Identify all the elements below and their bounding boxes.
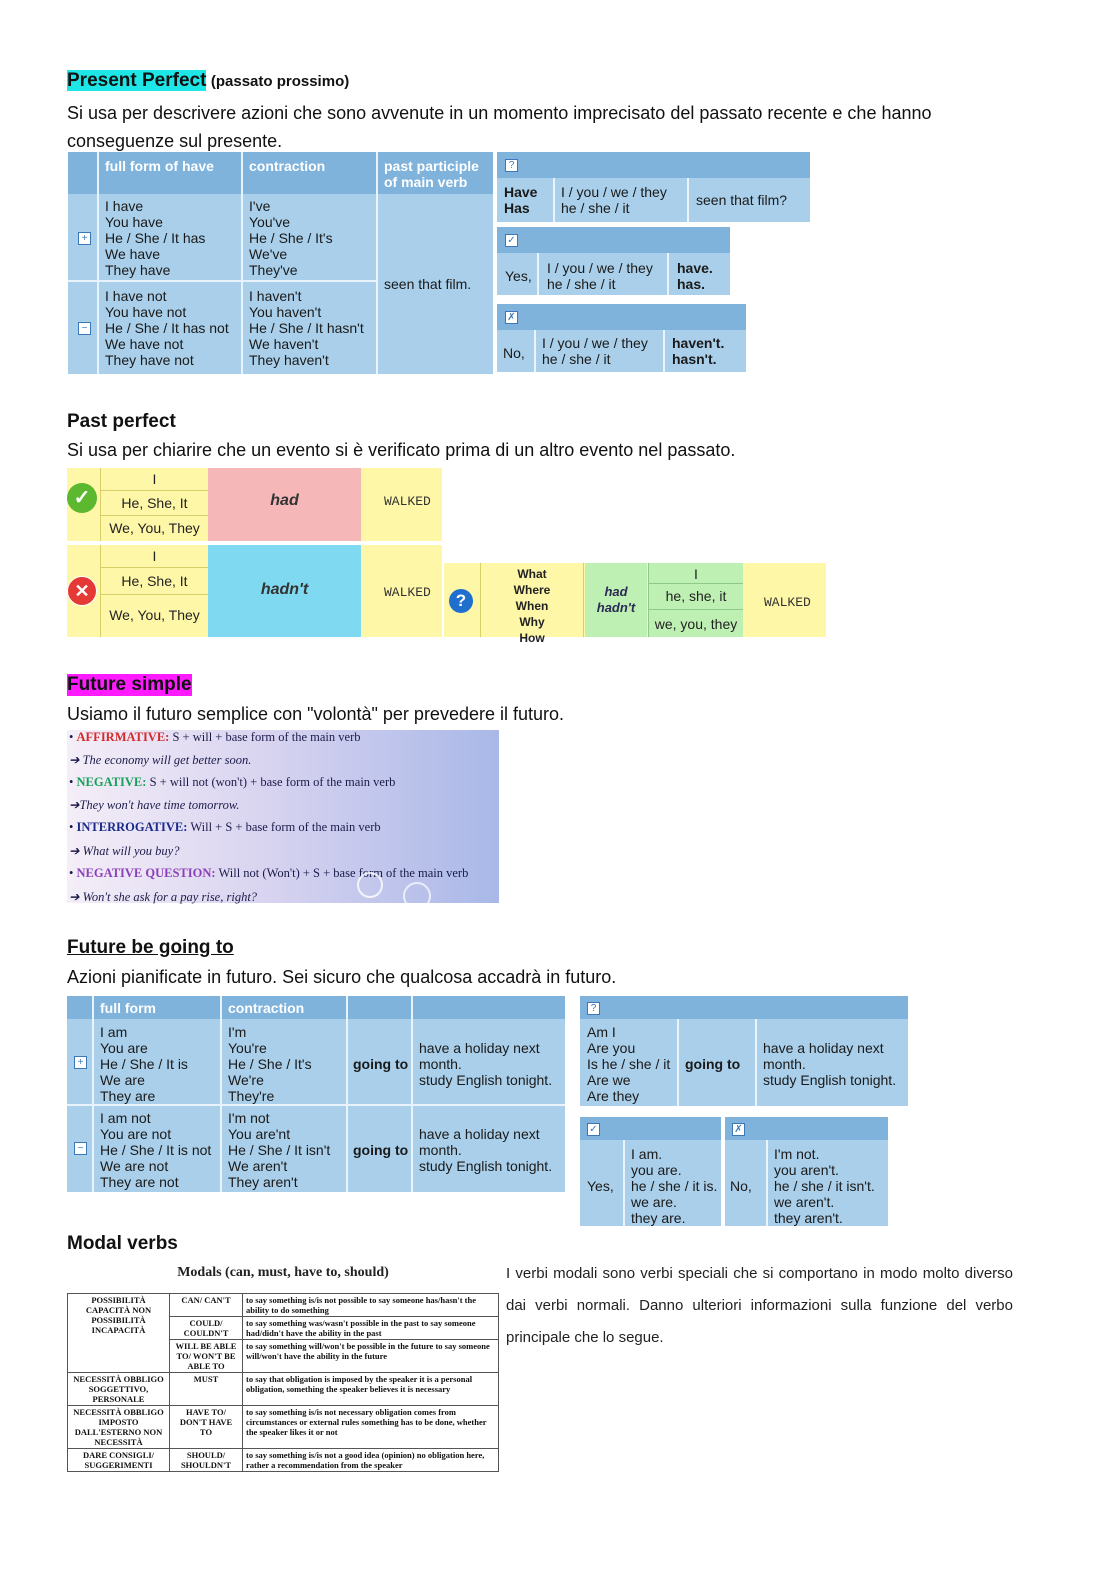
fs-neg-question: • NEGATIVE QUESTION: Will not (Won't) + S + base form of the main verb xyxy=(69,866,469,880)
list-item: Are they xyxy=(587,1088,640,1104)
had-label: had xyxy=(270,492,299,509)
subject-we-you-they: we, you, they xyxy=(654,616,738,632)
rest-line: study English tonight. xyxy=(419,1072,553,1088)
header-full-form: full form xyxy=(100,1000,156,1016)
walked-label: WALKED xyxy=(384,585,431,600)
list-item: we aren't. xyxy=(774,1194,835,1210)
modal-verb: SHOULD/ SHOULDN'T xyxy=(170,1449,243,1472)
list-item: We haven't xyxy=(249,336,319,352)
no-label: No, xyxy=(503,345,525,361)
fs-negative: • NEGATIVE: S + will not (won't) + base form of the main verb xyxy=(69,775,396,789)
list-item: haven't. xyxy=(672,335,725,351)
aux-have: Have xyxy=(504,184,538,200)
list-item: He / She / It's xyxy=(249,230,333,246)
going-to-title: Future be going to xyxy=(67,937,234,958)
walked-label: WALKED xyxy=(764,595,811,610)
header-contraction: contraction xyxy=(228,1000,305,1016)
modal-table-title: Modals (can, must, have to, should) xyxy=(177,1265,389,1280)
q-word: Why xyxy=(519,615,545,629)
list-item: You have not xyxy=(105,304,187,320)
list-item: We have not xyxy=(105,336,184,352)
rest-line: month. xyxy=(763,1056,806,1072)
list-item: they are. xyxy=(631,1210,686,1226)
future-simple-description: Usiamo il futuro semplice con "volontà" per prevedere il futuro. xyxy=(67,704,565,724)
list-item: He / She / It's xyxy=(228,1056,312,1072)
modal-category: POSSIBILITÀ CAPACITÀ NON POSSIBILITÀ INCAPACITÀ xyxy=(68,1294,170,1373)
list-item: He / She / It has not xyxy=(105,320,229,336)
list-item: I've xyxy=(249,198,271,214)
list-item: You are'nt xyxy=(228,1126,291,1142)
list-item: Are you xyxy=(587,1040,636,1056)
list-item: We're xyxy=(228,1072,264,1088)
list-item: He / She / It hasn't xyxy=(249,320,364,336)
modal-verbs-title: Modal verbs xyxy=(67,1233,178,1254)
going-to-label: going to xyxy=(685,1056,741,1072)
fs-affirmative: • AFFIRMATIVE: S + will + base form of the main verb xyxy=(69,730,361,744)
list-item: You've xyxy=(249,214,291,230)
subject-i: I xyxy=(649,563,743,584)
x-circle-icon: ✕ xyxy=(67,576,97,606)
modal-category: NECESSITÀ OBBLIGO IMPOSTO DALL'ESTERNO NON NECESSITÀ xyxy=(68,1406,170,1449)
fs-negative-example: ➔They won't have time tomorrow. xyxy=(69,798,240,812)
fs-interrogative: • INTERROGATIVE: Will + S + base form of the main verb xyxy=(69,820,381,834)
aux-has: Has xyxy=(504,200,530,216)
fs-neg-question-example: ➔ Won't she ask for a pay rise, right? xyxy=(69,890,258,904)
modal-verb: CAN/ CAN'T xyxy=(170,1294,243,1317)
question-circle-icon: ? xyxy=(449,589,473,613)
bubble-decoration xyxy=(357,872,383,898)
list-item: He / She / It has xyxy=(105,230,206,246)
list-item: I have xyxy=(105,198,144,214)
q-word: How xyxy=(519,631,545,645)
going-to-label: going to xyxy=(353,1142,409,1158)
neg-contr-list xyxy=(249,288,364,368)
list-item: they aren't. xyxy=(774,1210,843,1226)
modal-verb: COULD/ COULDN'T xyxy=(170,1317,243,1340)
list-item: He / She / It is not xyxy=(100,1142,212,1158)
list-item: Are we xyxy=(587,1072,631,1088)
modal-table xyxy=(67,1293,499,1472)
rest-line: study English tonight. xyxy=(763,1072,897,1088)
bubble-decoration xyxy=(403,882,431,910)
past-perfect-title: Past perfect xyxy=(67,411,176,432)
plus-icon: + xyxy=(78,232,91,245)
list-item: Am I xyxy=(587,1024,616,1040)
fs-interrogative-example: ➔ What will you buy? xyxy=(69,844,180,858)
going-to-table xyxy=(67,996,565,1192)
past-perfect-question xyxy=(444,563,826,645)
going-to-label: going to xyxy=(353,1056,409,1072)
modal-description: I verbi modali sono verbi speciali che si comportano in modo molto diverso dai verbi normali. Danno ulteriori informazioni sulla funzione del verbo principale che lo segue. xyxy=(506,1265,1013,1346)
list-item: They have xyxy=(105,262,171,278)
list-item: he / she / it xyxy=(542,351,611,367)
list-item: He / She / It isn't xyxy=(228,1142,331,1158)
list-item: Is he / she / it xyxy=(587,1056,671,1072)
modal-verb: MUST xyxy=(170,1373,243,1406)
list-item: you aren't. xyxy=(774,1162,839,1178)
list-item: I have not xyxy=(105,288,167,304)
fs-affirmative-example: ➔ The economy will get better soon. xyxy=(69,753,252,767)
modal-verb: HAVE TO/ DON'T HAVE TO xyxy=(170,1406,243,1449)
list-item: They aren't xyxy=(228,1174,298,1190)
modal-usage: to say something is/is not necessary obligation comes from circumstances or external rules something has to be done, whether the speaker likes it or not xyxy=(243,1406,499,1449)
list-item: You are xyxy=(100,1040,148,1056)
pos-contr-list xyxy=(249,198,333,278)
list-item: You're xyxy=(228,1040,267,1056)
list-item: You have xyxy=(105,214,163,230)
q-word: What xyxy=(517,567,547,581)
list-item: I / you / we / they xyxy=(561,184,667,200)
table-row xyxy=(68,1449,499,1472)
rest-line: month. xyxy=(419,1056,462,1072)
rest-line: study English tonight. xyxy=(419,1158,553,1174)
future-simple-box xyxy=(67,730,499,903)
list-item: has. xyxy=(677,276,706,292)
modal-category: NECESSITÀ OBBLIGO SOGGETTIVO, PERSONALE xyxy=(68,1373,170,1406)
neg-full-list xyxy=(105,288,229,368)
walked-label: WALKED xyxy=(384,494,431,509)
past-perfect-negative xyxy=(67,545,442,637)
no-label: No, xyxy=(730,1178,752,1194)
yes-label: Yes, xyxy=(505,268,532,284)
table-row xyxy=(68,1406,499,1449)
list-item: They're xyxy=(228,1088,275,1104)
list-item: We've xyxy=(249,246,288,262)
list-item: They haven't xyxy=(249,352,329,368)
rest-line: month. xyxy=(419,1142,462,1158)
list-item: you are. xyxy=(631,1162,682,1178)
neg-question-label: NEGATIVE QUESTION: xyxy=(76,866,216,880)
question-icon: ? xyxy=(587,1002,600,1015)
subject-he-she-it: he, she, it xyxy=(649,584,743,610)
pos-full-list xyxy=(105,198,205,278)
modal-usage: to say something was/wasn't possible in the past to say someone had/didn't have the ability in the past xyxy=(243,1317,499,1340)
list-item: have. xyxy=(677,260,713,276)
cross-icon: ✗ xyxy=(732,1123,745,1136)
pp-yes-table xyxy=(497,227,730,295)
list-item: he / she / it xyxy=(547,276,616,292)
minus-icon: − xyxy=(78,322,91,335)
list-item: I / you / we / they xyxy=(542,335,648,351)
header-full-form: full form of have xyxy=(105,158,214,174)
modal-usage: to say something is/is not a good idea (opinion) no obligation here, rather a recommendation from the speaker xyxy=(243,1449,499,1472)
subject-we-you-they: We, You, They xyxy=(109,520,200,536)
plus-icon: + xyxy=(74,1056,87,1069)
list-item: They have not xyxy=(105,352,194,368)
header-past-participle: past participle of main verb xyxy=(384,158,479,190)
interrogative-label: INTERROGATIVE: xyxy=(76,820,188,834)
list-item: We aren't xyxy=(228,1158,288,1174)
check-icon: ✓ xyxy=(587,1123,600,1136)
table-row xyxy=(68,1294,499,1317)
list-item: You haven't xyxy=(249,304,322,320)
yes-label: Yes, xyxy=(587,1178,614,1194)
list-item: hasn't. xyxy=(672,351,717,367)
modal-usage: to say something will/won't be possible in the future to say someone will/won't have the ability in the future xyxy=(243,1340,499,1373)
going-to-yes-table xyxy=(580,1117,721,1226)
check-icon: ✓ xyxy=(505,234,518,247)
table-row xyxy=(68,1373,499,1406)
past-perfect-description: Si usa per chiarire che un evento si è verificato prima di un altro evento nel passato. xyxy=(67,440,736,460)
list-item: I'm not xyxy=(228,1110,270,1126)
list-item: he / she / it isn't. xyxy=(774,1178,875,1194)
q-word: Where xyxy=(513,583,551,597)
present-perfect-heading xyxy=(67,70,349,92)
affirmative-label: AFFIRMATIVE: xyxy=(76,730,170,744)
q-aux-had: had xyxy=(604,584,628,599)
subject-he-she-it: He, She, It xyxy=(101,568,208,595)
list-item: They are xyxy=(100,1088,156,1104)
header-contraction: contraction xyxy=(249,158,326,174)
pp-question-table xyxy=(497,152,810,222)
question-icon: ? xyxy=(505,159,518,172)
modal-usage: to say that obligation is imposed by the speaker it is a personal obligation, something the speaker believes it is necessary xyxy=(243,1373,499,1406)
subject-i: I xyxy=(101,468,208,491)
pp-no-table xyxy=(497,304,746,372)
check-circle-icon: ✓ xyxy=(67,483,97,513)
future-simple-title: Future simple xyxy=(67,674,192,695)
going-to-description: Azioni pianificate in futuro. Sei sicuro che qualcosa accadrà in futuro. xyxy=(67,967,617,987)
rest-line: have a holiday next xyxy=(419,1040,540,1056)
cross-icon: ✗ xyxy=(505,311,518,324)
present-perfect-subtitle: (passato prossimo) xyxy=(210,73,350,90)
list-item: I am. xyxy=(631,1146,663,1162)
q-word: When xyxy=(515,599,549,613)
list-item: I'm xyxy=(228,1024,247,1040)
subject-i: I xyxy=(101,545,208,568)
negative-label: NEGATIVE: xyxy=(76,775,147,789)
subject-he-she-it: He, She, It xyxy=(101,491,208,516)
list-item: We have xyxy=(105,246,160,262)
list-item: he / she / it is. xyxy=(631,1178,718,1194)
q-rest: seen that film? xyxy=(696,192,788,208)
present-perfect-description: Si usa per descrivere azioni che sono avvenute in un momento imprecisato del passato recente e che hanno conseguenze sul presente. xyxy=(67,103,932,151)
modal-category: DARE CONSIGLI/ SUGGERIMENTI xyxy=(68,1449,170,1472)
list-item: we are. xyxy=(631,1194,677,1210)
rest-line: have a holiday next xyxy=(763,1040,884,1056)
list-item: I'm not. xyxy=(774,1146,820,1162)
list-item: They are not xyxy=(100,1174,179,1190)
hadnt-label: hadn't xyxy=(260,581,309,598)
modal-verb: WILL BE ABLE TO/ WON'T BE ABLE TO xyxy=(170,1340,243,1373)
list-item: he / she / it xyxy=(561,200,630,216)
present-perfect-title: Present Perfect xyxy=(67,70,207,91)
list-item: I am xyxy=(100,1024,128,1040)
minus-icon: − xyxy=(74,1142,87,1155)
list-item: I haven't xyxy=(249,288,302,304)
rest-line: have a holiday next xyxy=(419,1126,540,1142)
subject-we-you-they: We, You, They xyxy=(109,607,200,623)
list-item: We are not xyxy=(100,1158,169,1174)
list-item: They've xyxy=(249,262,298,278)
list-item: You are not xyxy=(100,1126,172,1142)
past-participle-text: seen that film. xyxy=(384,276,472,292)
list-item: He / She / It is xyxy=(100,1056,188,1072)
list-item: I am not xyxy=(100,1110,151,1126)
list-item: I / you / we / they xyxy=(547,260,653,276)
list-item: We are xyxy=(100,1072,145,1088)
going-to-no-table xyxy=(725,1117,888,1226)
q-aux-hadnt: hadn't xyxy=(596,600,636,615)
modal-usage: to say something is/is not possible to say someone has/hasn't the ability to do something xyxy=(243,1294,499,1317)
going-to-question-table xyxy=(580,996,908,1106)
past-perfect-affirmative xyxy=(67,468,442,541)
present-perfect-table xyxy=(68,152,493,374)
